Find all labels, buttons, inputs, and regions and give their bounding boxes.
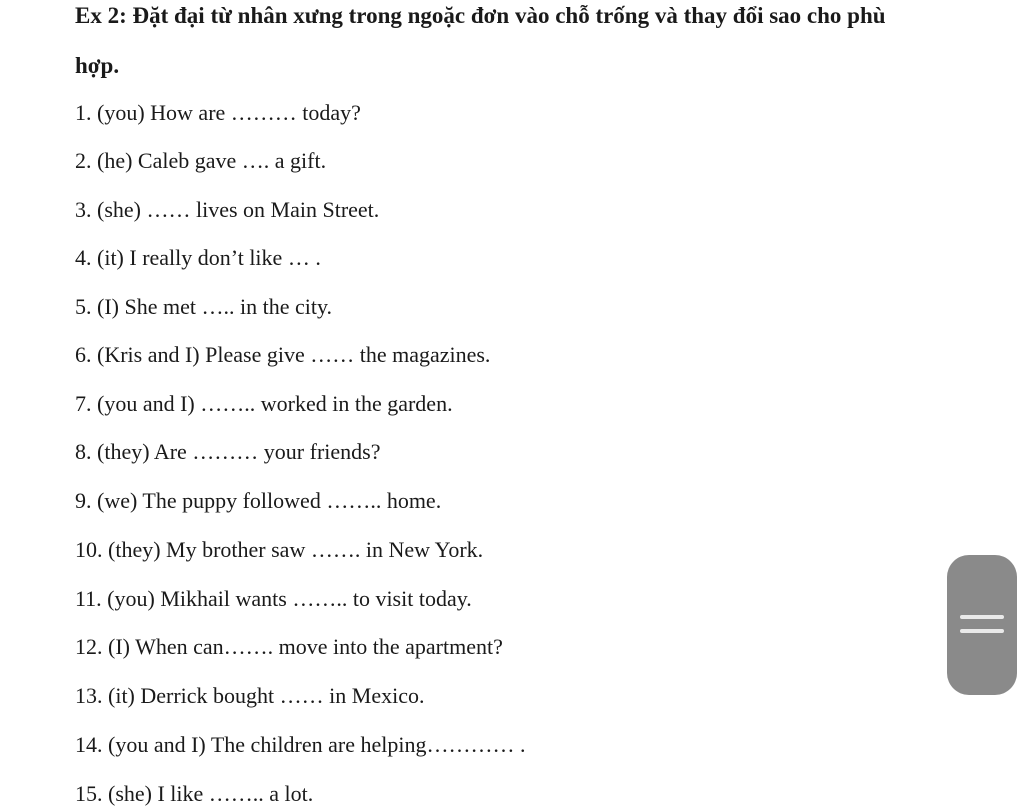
grip-line-top <box>960 615 1004 619</box>
exercise-title: Ex 2: Đặt đại từ nhân xưng trong ngoặc đơn vào chỗ trống và thay đổi sao cho phù <box>75 3 886 28</box>
exercise-item-7: 7. (you and I) …….. worked in the garden. <box>75 391 453 416</box>
exercise-item-1: 1. (you) How are ……… today? <box>75 100 361 125</box>
exercise-item-4: 4. (it) I really don’t like … . <box>75 245 321 270</box>
exercise-item-11: 11. (you) Mikhail wants …….. to visit today. <box>75 586 472 611</box>
scroll-drag-handle[interactable] <box>947 555 1017 695</box>
exercise-item-8: 8. (they) Are ……… your friends? <box>75 439 381 464</box>
exercise-title-continuation: hợp. <box>75 53 120 78</box>
exercise-item-15: 15. (she) I like …….. a lot. <box>75 781 314 806</box>
exercise-item-5: 5. (I) She met ….. in the city. <box>75 294 333 319</box>
exercise-item-3: 3. (she) …… lives on Main Street. <box>75 197 380 222</box>
exercise-item-9: 9. (we) The puppy followed …….. home. <box>75 488 442 513</box>
exercise-item-2: 2. (he) Caleb gave …. a gift. <box>75 148 327 173</box>
exercise-item-14: 14. (you and I) The children are helping………… . <box>75 732 526 757</box>
exercise-item-12: 12. (I) When can……. move into the apartment? <box>75 634 503 659</box>
exercise-item-6: 6. (Kris and I) Please give …… the magazines. <box>75 342 491 367</box>
exercise-item-13: 13. (it) Derrick bought …… in Mexico. <box>75 683 425 708</box>
grip-line-bottom <box>960 629 1004 633</box>
exercise-item-10: 10. (they) My brother saw ……. in New York. <box>75 537 484 562</box>
